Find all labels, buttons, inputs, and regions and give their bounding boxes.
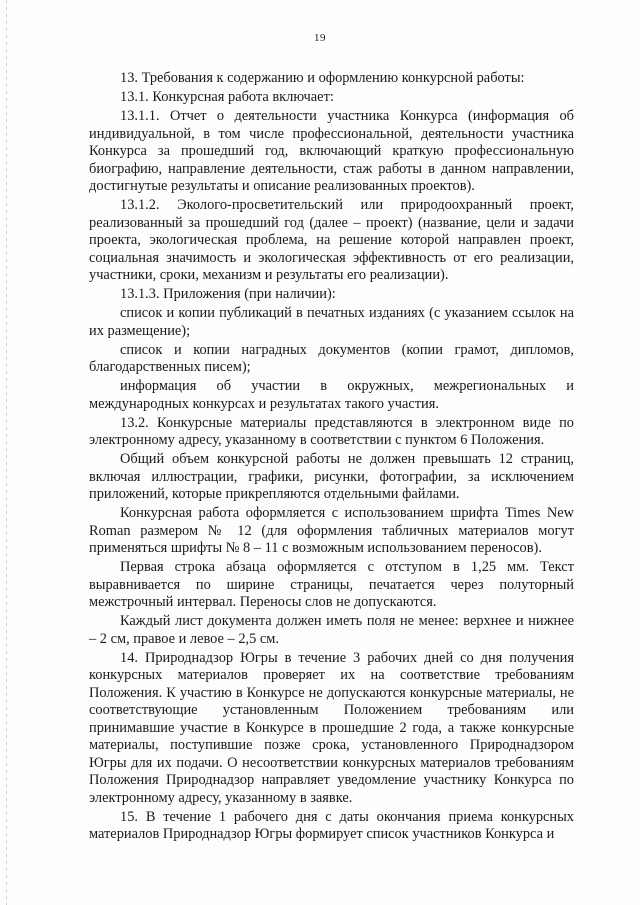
paragraph-indent: Первая строка абзаца оформляется с отступом в 1,25 мм. Текст выравнивается по ширине страницы, печатается через полуторный межстрочный интервал. Переносы слов не допускаются. [89,559,574,610]
paragraph-section-13: 13. Требования к содержанию и оформлению конкурсной работы: [120,70,525,86]
scan-edge [6,0,7,905]
paragraph-13-1-3: 13.1.3. Приложения (при наличии): [120,286,336,302]
page-number: 19 [314,32,326,44]
paragraph-13-1-1: 13.1.1. Отчет о деятельности участника Конкурса (информация об индивидуальной, в том числе профессиональной, деятельности участника Конкурса за прошедший год, включающий краткую профессиональную биографию, направление деятельности, стаж работы в данном направлении, достигнутые результаты и описание реализованных проектов). [89,108,574,194]
paragraph-font: Конкурсная работа оформляется с использованием шрифта Times New Roman размером № 12 (для оформления табличных материалов могут применяться шрифты № 8 – 11 с возможным использованием переносов). [89,505,574,556]
paragraph-section-14: 14. Природнадзор Югры в течение 3 рабочих дней со дня получения конкурсных материалов проверяет их на соответствие требованиям Положения. К участию в Конкурсе не допускаются конкурсные материалы, не соответствующие установленным Положением требованиям или принимавшие участие в Конкурсе в прошедшие 2 года, а также конкурсные материалы, поступившие позже срока, установленного Природнадзором Югры для их подачи. О несоответствии конкурсных материалов требованиям Положения Природнадзор направляет уведомление участнику Конкурса по электронному адресу, указанному в заявке. [89,649,574,806]
paragraph-section-15: 15. В течение 1 рабочего дня с даты окончания приема конкурсных материалов Природнадзор Югры формирует список участников Конкурса и [89,808,574,842]
list-item-contests: информация об участии в окружных, межрегиональных и международных конкурсах и результатах такого участия. [89,378,574,412]
paragraph-13-1-2: 13.1.2. Эколого-просветительский или природоохранный проект, реализованный за прошедший год (далее – проект) (название, цели и задачи проекта, экологическая проблема, на решение которой направлен проект, социальная значимость и экологическая эффективность от его реализации, участники, сроки, механизм и результаты его реализации). [89,197,574,283]
list-item-awards: список и копии наградных документов (копии грамот, дипломов, благодарственных писем); [89,341,574,375]
paragraph-13-1: 13.1. Конкурсная работа включает: [120,89,334,105]
paragraph-volume: Общий объем конкурсной работы не должен превышать 12 страниц, включая иллюстрации, графики, рисунки, фотографии, за исключением приложений, которые прикрепляются отдельными файлами. [89,451,574,502]
paragraph-13-2: 13.2. Конкурсные материалы представляются в электронном виде по электронному адресу, указанному в соответствии с пунктом 6 Положения. [89,414,574,448]
document-body [89,70,574,844]
list-item-publications: список и копии публикаций в печатных изданиях (с указанием ссылок на их размещение); [89,305,574,339]
paragraph-margins: Каждый лист документа должен иметь поля не менее: верхнее и нижнее – 2 см, правое и левое – 2,5 см. [89,613,574,647]
